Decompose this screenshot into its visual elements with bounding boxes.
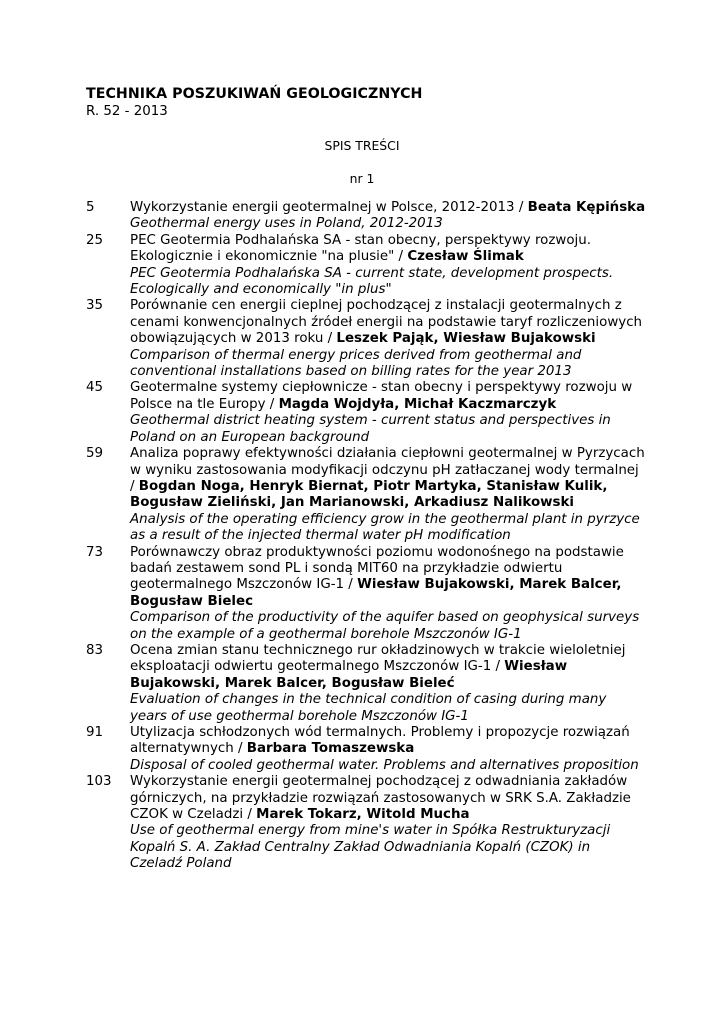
authors: Barbara Tomaszewska <box>246 741 415 757</box>
page-number: 91 <box>86 725 104 740</box>
toc-entry <box>86 446 646 544</box>
authors: Czesław Ślimak <box>407 249 524 265</box>
polish-title: Utylizacja schłodzonych wód termalnych. Problemy i propozycje rozwiązań alternatywnych / <box>130 725 630 757</box>
page-number: 59 <box>86 446 104 462</box>
toc-entry <box>86 545 646 643</box>
polish-title: Geotermalne systemy ciepłownicze - stan obecny i perspektywy rozwoju w Polsce na tle Europy / <box>130 380 633 412</box>
english-title: Comparison of thermal energy prices derived from geothermal and conventional installations based on billing rates for the year 2013 <box>130 347 582 380</box>
polish-title: Porównanie cen energii cieplnej pochodzącej z instalacji geotermalnych z cenami konwencjonalnych źródeł energii na podstawie taryf rozliczeniowych obowiązujących w 2013 roku / <box>130 298 643 347</box>
english-title: Geothermal energy uses in Poland, 2012-2013 <box>130 216 443 232</box>
toc-entry <box>86 233 646 299</box>
toc-entry <box>86 380 646 446</box>
polish-title: Wykorzystanie energii geotermalnej w Polsce, 2012-2013 / <box>130 200 528 215</box>
table-of-contents <box>86 200 646 873</box>
authors: Leszek Pająk, Wiesław Bujakowski <box>336 331 596 347</box>
toc-entry <box>86 200 646 233</box>
toc-heading: SPIS TREŚCI <box>324 138 400 153</box>
page-number: 83 <box>86 642 104 658</box>
page-number: 103 <box>86 774 112 790</box>
english-title: Geothermal district heating system - current status and perspectives in Poland on an European background <box>130 413 611 445</box>
page-number: 25 <box>86 232 104 248</box>
authors: Magda Wojdyła, Michał Kaczmarczyk <box>278 396 557 412</box>
authors: Wiesław Bujakowski, Marek Balcer, Bogusław Bielec <box>130 577 622 609</box>
issue-number: nr 1 <box>349 171 375 186</box>
toc-entry <box>86 643 646 725</box>
english-title: Disposal of cooled geothermal water. Problems and alternatives proposition <box>130 757 639 773</box>
english-title: Comparison of the productivity of the aquifer based on geophysical surveys on the example of a geothermal borehole Mszczonów IG-1 <box>130 610 640 642</box>
authors: Wiesław Bujakowski, Marek Balcer, Bogusław Bieleć <box>130 659 568 691</box>
journal-title: TECHNIKA POSZUKIWAŃ GEOLOGICZNYCH <box>86 86 423 102</box>
english-title: Evaluation of changes in the technical condition of casing during many years of use geothermal borehole Mszczonów IG-1 <box>130 692 607 724</box>
english-title: Analysis of the operating efficiency grow in the geothermal plant in pyrzyce as a result of the injected thermal water pH modification <box>130 511 640 544</box>
toc-entry <box>86 725 646 774</box>
english-title: PEC Geotermia Podhalańska SA - current state, development prospects. Ecologically and economically "in plus" <box>130 265 614 298</box>
polish-title: Porównawczy obraz produktywności poziomu wodonośnego na podstawie badań zestawem sond PL i sondą MIT60 na przykładzie odwiertu geotermalnego Mszczonów IG-1 / <box>130 544 624 593</box>
page-number: 45 <box>86 380 104 396</box>
toc-entry <box>86 298 646 380</box>
polish-title: Wykorzystanie energii geotermalnej pochodzącej z odwadniania zakładów górniczych, na przykładzie rozwiązań zastosowanych w SRK S.A. Zakładzie CZOK w Czeladzi / <box>130 774 631 823</box>
authors: Bogdan Noga, Henryk Biernat, Piotr Martyka, Stanisław Kulik, Bogusław Zieliński, Jan Marianowski, Arkadiusz Nalikowski <box>130 478 608 511</box>
authors: Beata Kępińska <box>527 200 646 215</box>
polish-title: PEC Geotermia Podhalańska SA - stan obecny, perspektywy rozwoju. Ekologicznie i ekonomicznie "na plusie" / <box>130 232 591 265</box>
page-number: 35 <box>86 298 104 314</box>
polish-title: Ocena zmian stanu technicznego rur okładzinowych w trakcie wieloletniej eksploatacji odwiertu geotermalnego Mszczonów IG-1 / <box>130 642 626 675</box>
english-title: Use of geothermal energy from mine's water in Spółka Restrukturyzacji Kopalń S. A. Zakład Centralny Zakład Odwadniania Kopalń (CZOK) in Czeladź Poland <box>130 823 611 872</box>
polish-title: Analiza poprawy efektywności działania ciepłowni geotermalnej w Pyrzycach w wyniku zastosowania modyfikacji odczynu pH zatłaczanej wody termalnej / <box>130 446 645 494</box>
page-number: 5 <box>86 200 95 215</box>
toc-entry <box>86 774 646 872</box>
volume-line: R. 52 - 2013 <box>86 104 168 119</box>
authors: Marek Tokarz, Witold Mucha <box>256 807 470 823</box>
page-number: 73 <box>86 544 104 560</box>
